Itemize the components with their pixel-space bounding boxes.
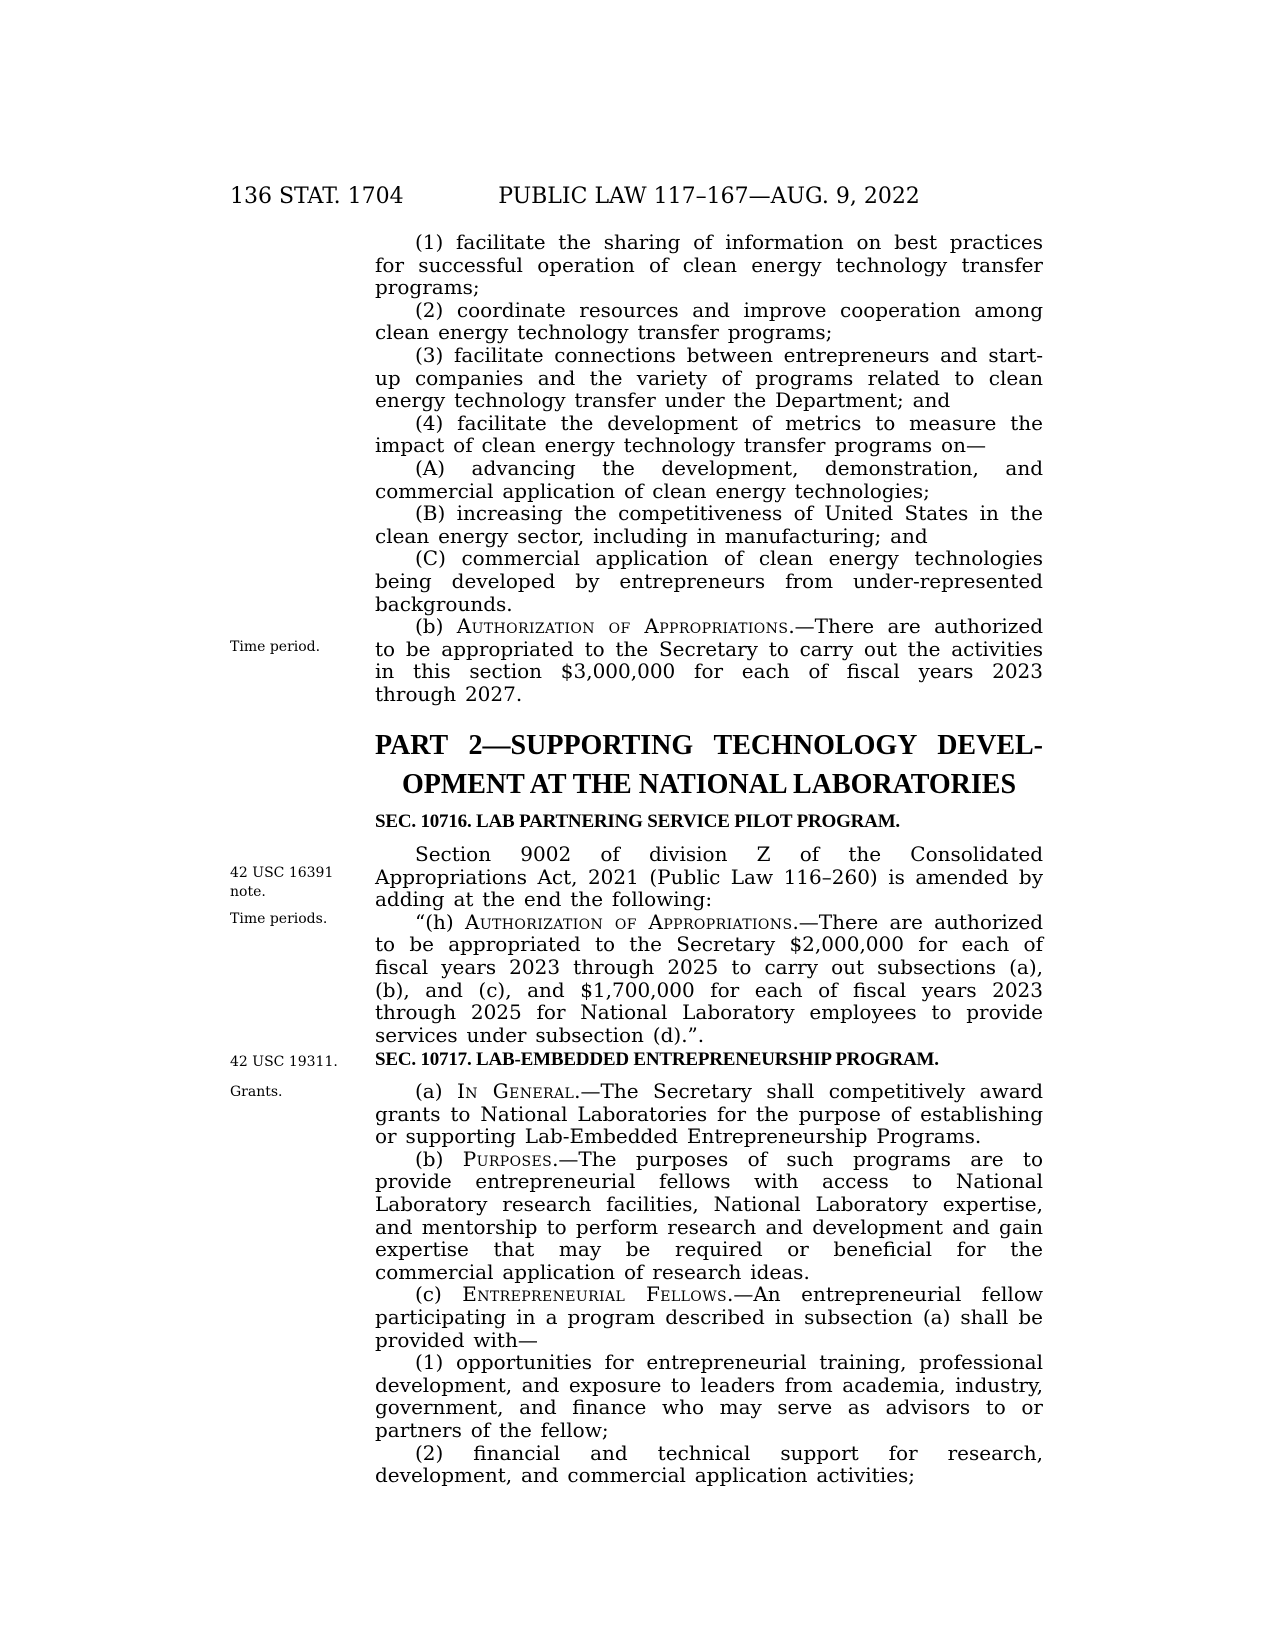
paragraph-text: .—There are authorized to be appropriated to the Secretary $2,000,000 for each of fiscal years 2023 through 2025 to carry out subsections (a), (b), and (c), and $1,700,000 for each of fiscal years 2023 through 2025 for National Laboratory employees to provide services under subsection (d).”. [375, 909, 1043, 1047]
small-caps-heading-text: Purposes [462, 1146, 553, 1171]
margin-note-usc-19311: 42 USC 19311. [230, 1054, 338, 1070]
text-block-clean-energy-items [375, 231, 1043, 705]
margin-note-grants: Grants. [230, 1084, 283, 1100]
part-heading-line-2: OPMENT AT THE NATIONAL LABORATORIES [401, 769, 1017, 800]
paragraph-text: (2) coordinate resources and improve cooperation among clean energy technology transfer programs; [375, 297, 1043, 345]
stat-page-number: 136 STAT. 1704 [230, 184, 404, 209]
small-caps-heading-text: In General [456, 1079, 575, 1103]
sec-10716-heading: SEC. 10716. LAB PARTNERING SERVICE PILOT PROGRAM. [375, 811, 900, 832]
small-caps-heading-text: Authorization of Appropriations [456, 614, 789, 639]
paragraph-text: “(h) [415, 909, 465, 934]
paragraph-text: (2) financial and technical support for research, development, and commercial application activities; [375, 1440, 1043, 1488]
paragraph-purposes-b [375, 1148, 1043, 1284]
paragraph-sub-C [375, 547, 1043, 615]
paragraph-text: (1) opportunities for entrepreneurial training, professional development, and exposure to leaders from academia, industry, government, and finance who may serve as advisors to or partners of the fellow; [375, 1350, 1043, 1442]
paragraph-authorization-b [375, 615, 1043, 705]
paragraph-item-4 [375, 412, 1043, 457]
paragraph-text: (c) [415, 1282, 463, 1307]
paragraph-text: .—There are authorized to be appropriated to the Secretary to carry out the activities in this section $3,000,000 for each of fiscal years 2023 through 2027. [375, 614, 1043, 706]
paragraph-sub-A [375, 457, 1043, 502]
paragraph-text: Section 9002 of division Z of the Consolidated Appropriations Act, 2021 (Public Law 116–260) is amended by adding at the end the following: [375, 842, 1043, 912]
paragraph-text: .—The Secretary shall competitively award grants to National Laboratories for the purpose of establishing or supporting Lab-Embedded Entrepreneurship Programs. [375, 1079, 1043, 1149]
paragraph-text: (a) [415, 1079, 457, 1103]
paragraph-in-general-a [375, 1080, 1043, 1148]
paragraph-section-9002 [375, 843, 1043, 911]
paragraph-item-3 [375, 344, 1043, 412]
paragraph-item-1b [375, 1351, 1043, 1441]
text-block-sec-10716 [375, 843, 1043, 1046]
paragraph-text: (b) [415, 614, 457, 639]
law-title: PUBLIC LAW 117–167—AUG. 9, 2022 [498, 184, 920, 209]
paragraph-text: .—The purposes of such programs are to provide entrepreneurial fellows with access to National Laboratory research facilities, National Laboratory expertise, and mentorship to perform research and development and gain expertise that may be required or beneficial for the commercial application of research ideas. [375, 1146, 1044, 1284]
margin-note-time-period: Time period. [230, 639, 321, 655]
small-caps-heading-text: Authorization of Appropriations [464, 909, 793, 934]
paragraph-text: (3) facilitate connections between entrepreneurs and start-up companies and the variety of programs related to clean energy technology transfer under the Department; and [375, 342, 1043, 413]
paragraph-text: (B) increasing the competitiveness of United States in the clean energy sector, including in manufacturing; and [375, 501, 1043, 548]
margin-note-usc-16391: 42 USC 16391 note. [230, 865, 334, 900]
small-caps-heading-text: Entrepreneurial Fellows [462, 1282, 727, 1307]
paragraph-authorization-h [375, 911, 1043, 1047]
sec-10717-heading: SEC. 10717. LAB-EMBEDDED ENTREPRENEURSHIP PROGRAM. [375, 1049, 939, 1070]
paragraph-sub-B [375, 502, 1043, 547]
text-block-sec-10717 [375, 1080, 1043, 1487]
paragraph-item-2 [375, 299, 1043, 344]
part-2-heading [375, 726, 1043, 804]
part-heading-line-1: PART 2—SUPPORTING TECHNOLOGY DEVEL- [375, 730, 1043, 761]
paragraph-fellows-c [375, 1283, 1043, 1351]
paragraph-text: (b) [415, 1146, 463, 1171]
paragraph-item-1 [375, 231, 1043, 299]
paragraph-text: (4) facilitate the development of metrics to measure the impact of clean energy technology transfer programs on— [375, 410, 1043, 458]
paragraph-text: .—An entrepreneurial fellow participating in a program described in subsection (a) shall be provided with— [375, 1282, 1043, 1352]
paragraph-text: (C) commercial application of clean energy technologies being developed by entrepreneurs from under-represented backgrounds. [375, 546, 1043, 616]
margin-note-time-periods: Time periods. [230, 911, 328, 927]
paragraph-text: (A) advancing the development, demonstration, and commercial application of clean energy technologies; [375, 455, 1043, 503]
paragraph-text: (1) facilitate the sharing of information on best practices for successful operation of clean energy technology transfer programs; [375, 230, 1043, 300]
paragraph-item-2b [375, 1442, 1043, 1487]
